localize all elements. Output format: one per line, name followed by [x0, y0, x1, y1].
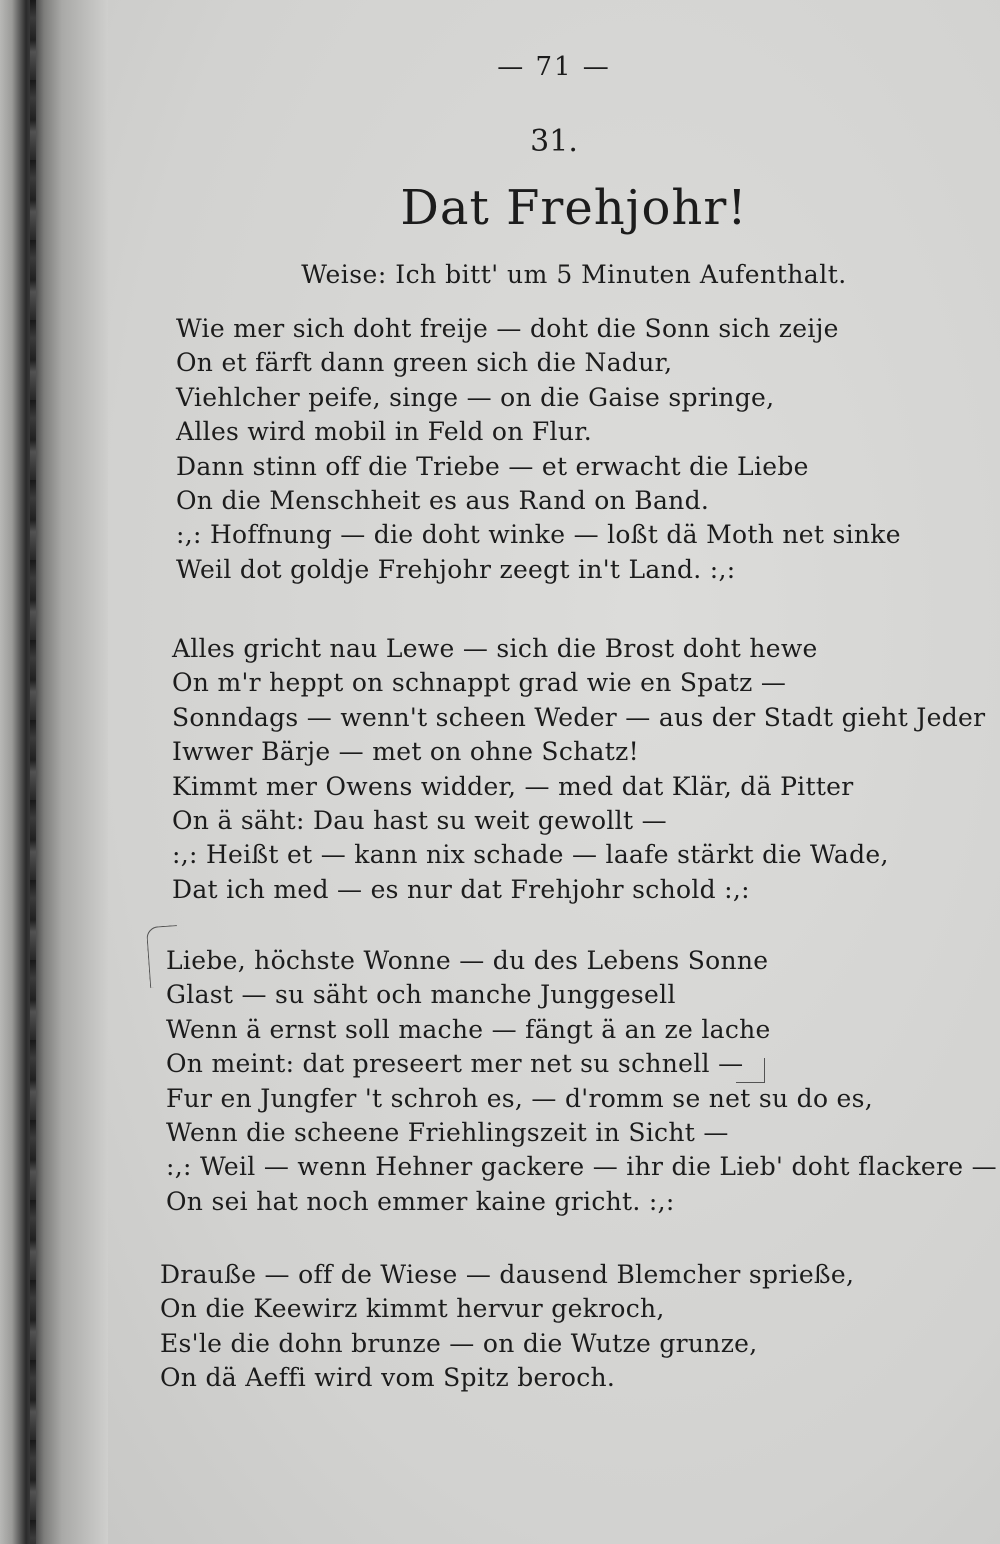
verse-line: Dat ich med — es nur dat Frehjohr schold :,:	[172, 874, 750, 904]
verse-line: Iwwer Bärje — met on ohne Schatz!	[172, 737, 639, 767]
verse-line: :,: Heißt et — kann nix schade — laafe stärkt die Wade,	[172, 840, 889, 870]
verse-line: :,: Hoffnung — die doht winke — loßt dä Moth net sinke	[176, 520, 901, 550]
pencil-corner-mark	[736, 1058, 765, 1083]
verse-line: Kimmt mer Owens widder, — med dat Klär, dä Pitter	[172, 771, 854, 801]
stanza-3	[166, 944, 997, 1219]
verse-line: Wie mer sich doht freije — doht die Sonn sich zeije	[176, 314, 839, 343]
verse-line: :,: Weil — wenn Hehner gackere — ihr die Lieb' doht flackere —	[166, 1152, 997, 1182]
page-number: — 71 —	[497, 52, 611, 82]
verse-line: On m'r heppt on schnappt grad wie en Spatz —	[172, 668, 787, 698]
verse-line: On ä säht: Dau hast su weit gewollt —	[172, 805, 667, 835]
verse-line: On dä Aeffi wird vom Spitz beroch.	[160, 1363, 616, 1393]
binding-crease	[30, 0, 36, 1544]
verse-line: On die Menschheit es aus Rand on Band.	[176, 485, 710, 515]
verse-line: Alles gricht nau Lewe — sich die Brost doht hewe	[172, 634, 818, 663]
verse-line: Drauße — off de Wiese — dausend Blemcher sprieße,	[160, 1260, 855, 1289]
verse-line: On sei hat noch emmer kaine gricht. :,:	[166, 1186, 675, 1216]
stanza-4	[160, 1258, 970, 1396]
book-binding	[0, 0, 108, 1544]
stanza-1	[176, 312, 986, 587]
verse-line: Wenn die scheene Friehlingszeit in Sicht —	[166, 1117, 729, 1147]
poem-number: 31.	[530, 124, 578, 159]
verse-line: Glast — su säht och manche Junggesell	[166, 980, 676, 1010]
verse-line: Wenn ä ernst soll mache — fängt ä an ze lache	[166, 1014, 771, 1044]
verse-line: Viehlcher peife, singe — on die Gaise springe,	[176, 382, 775, 412]
verse-line: Fur en Jungfer 't schroh es, — d'romm se net su do es,	[166, 1083, 874, 1113]
verse-line: Dann stinn off die Triebe — et erwacht die Liebe	[176, 451, 809, 481]
verse-line: Alles wird mobil in Feld on Flur.	[176, 417, 592, 447]
verse-line: Es'le die dohn brunze — on die Wutze grunze,	[160, 1328, 758, 1358]
tune-line: Weise: Ich bitt' um 5 Minuten Aufenthalt.	[301, 260, 847, 289]
verse-line: On et färft dann green sich die Nadur,	[176, 348, 673, 378]
verse-line: Liebe, höchste Wonne — du des Lebens Sonne	[166, 946, 769, 975]
verse-line: On meint: dat preseert mer net su schnell —	[166, 1049, 744, 1079]
stanza-2	[172, 632, 986, 907]
verse-line: Sonndags — wenn't scheen Weder — aus der Stadt gieht Jeder	[172, 702, 986, 732]
verse-line: Weil dot goldje Frehjohr zeegt in't Land. :,:	[176, 554, 736, 584]
poem-title: Dat Frehjohr!	[400, 180, 748, 236]
book-page	[108, 0, 1000, 1544]
verse-line: On die Keewirz kimmt hervur gekroch,	[160, 1294, 665, 1324]
